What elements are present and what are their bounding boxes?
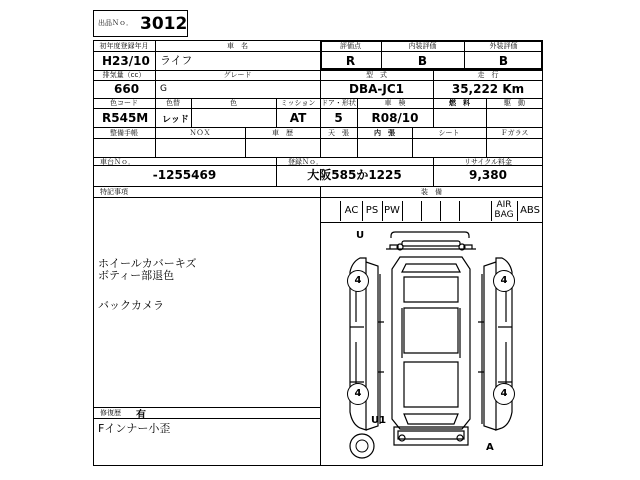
car-name-value: ライフ	[160, 54, 193, 67]
repair-label: 修復歴	[100, 409, 121, 417]
tire-rear-left: 4	[347, 383, 369, 405]
recycle-value: 9,380	[469, 168, 507, 182]
registration-label: 登録Ｎｏ．	[288, 158, 323, 166]
equip-abs: ABS	[520, 205, 540, 216]
note-item: バックカメラ	[98, 299, 164, 312]
lot-label: 出品Ｎｏ．	[98, 19, 133, 27]
fglass-label: Ｆガラス	[500, 129, 529, 137]
inspection-value: R08/10	[371, 111, 419, 125]
equip-ac: AC	[344, 205, 359, 216]
repair-value: 有	[136, 410, 146, 421]
note-item: ボティー部退色	[98, 269, 175, 282]
sunroof-label: 天 張	[328, 129, 349, 137]
car-name-label: 車 名	[227, 42, 248, 50]
model-label: 型 式	[366, 71, 387, 79]
equip-ps: PS	[365, 205, 379, 216]
doors-value: 5	[334, 111, 343, 125]
drive-label: 駆 動	[504, 99, 525, 107]
exterior-value: B	[498, 54, 509, 68]
model-value: DBA-JC1	[349, 82, 404, 96]
tire-rear-right: 4	[493, 383, 515, 405]
notes-label: 特記事項	[100, 188, 128, 196]
recycle-label: リサイクル料金	[463, 158, 513, 166]
mileage-label: 走 行	[477, 71, 499, 79]
seat-label: シート	[438, 129, 460, 137]
damage-mark-u: U	[356, 230, 365, 241]
chassis-label: 車台Ｎｏ．	[100, 158, 135, 166]
repair-note: Fインナー小歪	[98, 422, 171, 435]
grade-value: G	[160, 84, 167, 94]
interior-value: B	[417, 54, 428, 68]
maintenance-label: 整備手帳	[110, 129, 138, 137]
first-reg-label: 初年度登録年月	[99, 42, 149, 50]
car-outline-drawing	[320, 222, 543, 466]
tire-front-left: 4	[347, 270, 369, 292]
tire-front-right: 4	[493, 270, 515, 292]
lot-number-box	[93, 10, 188, 37]
chassis-value: -1255469	[152, 168, 217, 182]
equip-airbag: AIR BAG	[494, 200, 514, 220]
displacement-value: 660	[114, 82, 140, 96]
color-code-label: 色コード	[110, 99, 138, 107]
lot-number: 3012	[140, 14, 188, 34]
car-diagram	[320, 222, 543, 466]
transmission-value: AT	[289, 111, 307, 125]
color-type-label: 色替	[166, 99, 180, 107]
color-code-value: R545M	[102, 111, 149, 125]
nox-label: ＮＯＸ	[189, 129, 211, 137]
score-label: 評価点	[340, 42, 361, 50]
mileage-value: 35,222 Km	[451, 82, 525, 96]
color-label: 色	[230, 99, 237, 107]
displacement-label: 排気量（cc）	[102, 71, 146, 79]
registration-value: 大阪585か1225	[307, 168, 402, 182]
color-value: レッド	[162, 115, 189, 125]
note-item	[98, 282, 197, 300]
history-label: 車 歴	[272, 129, 293, 137]
interior2-label: 内 張	[374, 129, 395, 137]
doors-shape-label: ドア・形状	[321, 99, 356, 107]
interior-label: 内装評価	[408, 42, 437, 50]
equip-pw: PW	[384, 205, 400, 216]
exterior-label: 外装評価	[489, 42, 518, 50]
score-value: R	[345, 54, 356, 68]
damage-mark-u1: U1	[371, 415, 387, 426]
transmission-label: ミッション	[280, 99, 316, 107]
grade-label: グレード	[223, 71, 252, 79]
equipment-label: 装 備	[421, 188, 442, 196]
damage-mark-a: A	[486, 442, 494, 453]
note-item: ホイールカバーキズ	[98, 257, 197, 270]
inspection-label: 車 検	[384, 99, 406, 107]
first-reg-value: H23/10	[102, 54, 150, 68]
notes-list	[98, 258, 197, 312]
fuel-label: 燃 料	[449, 99, 470, 107]
